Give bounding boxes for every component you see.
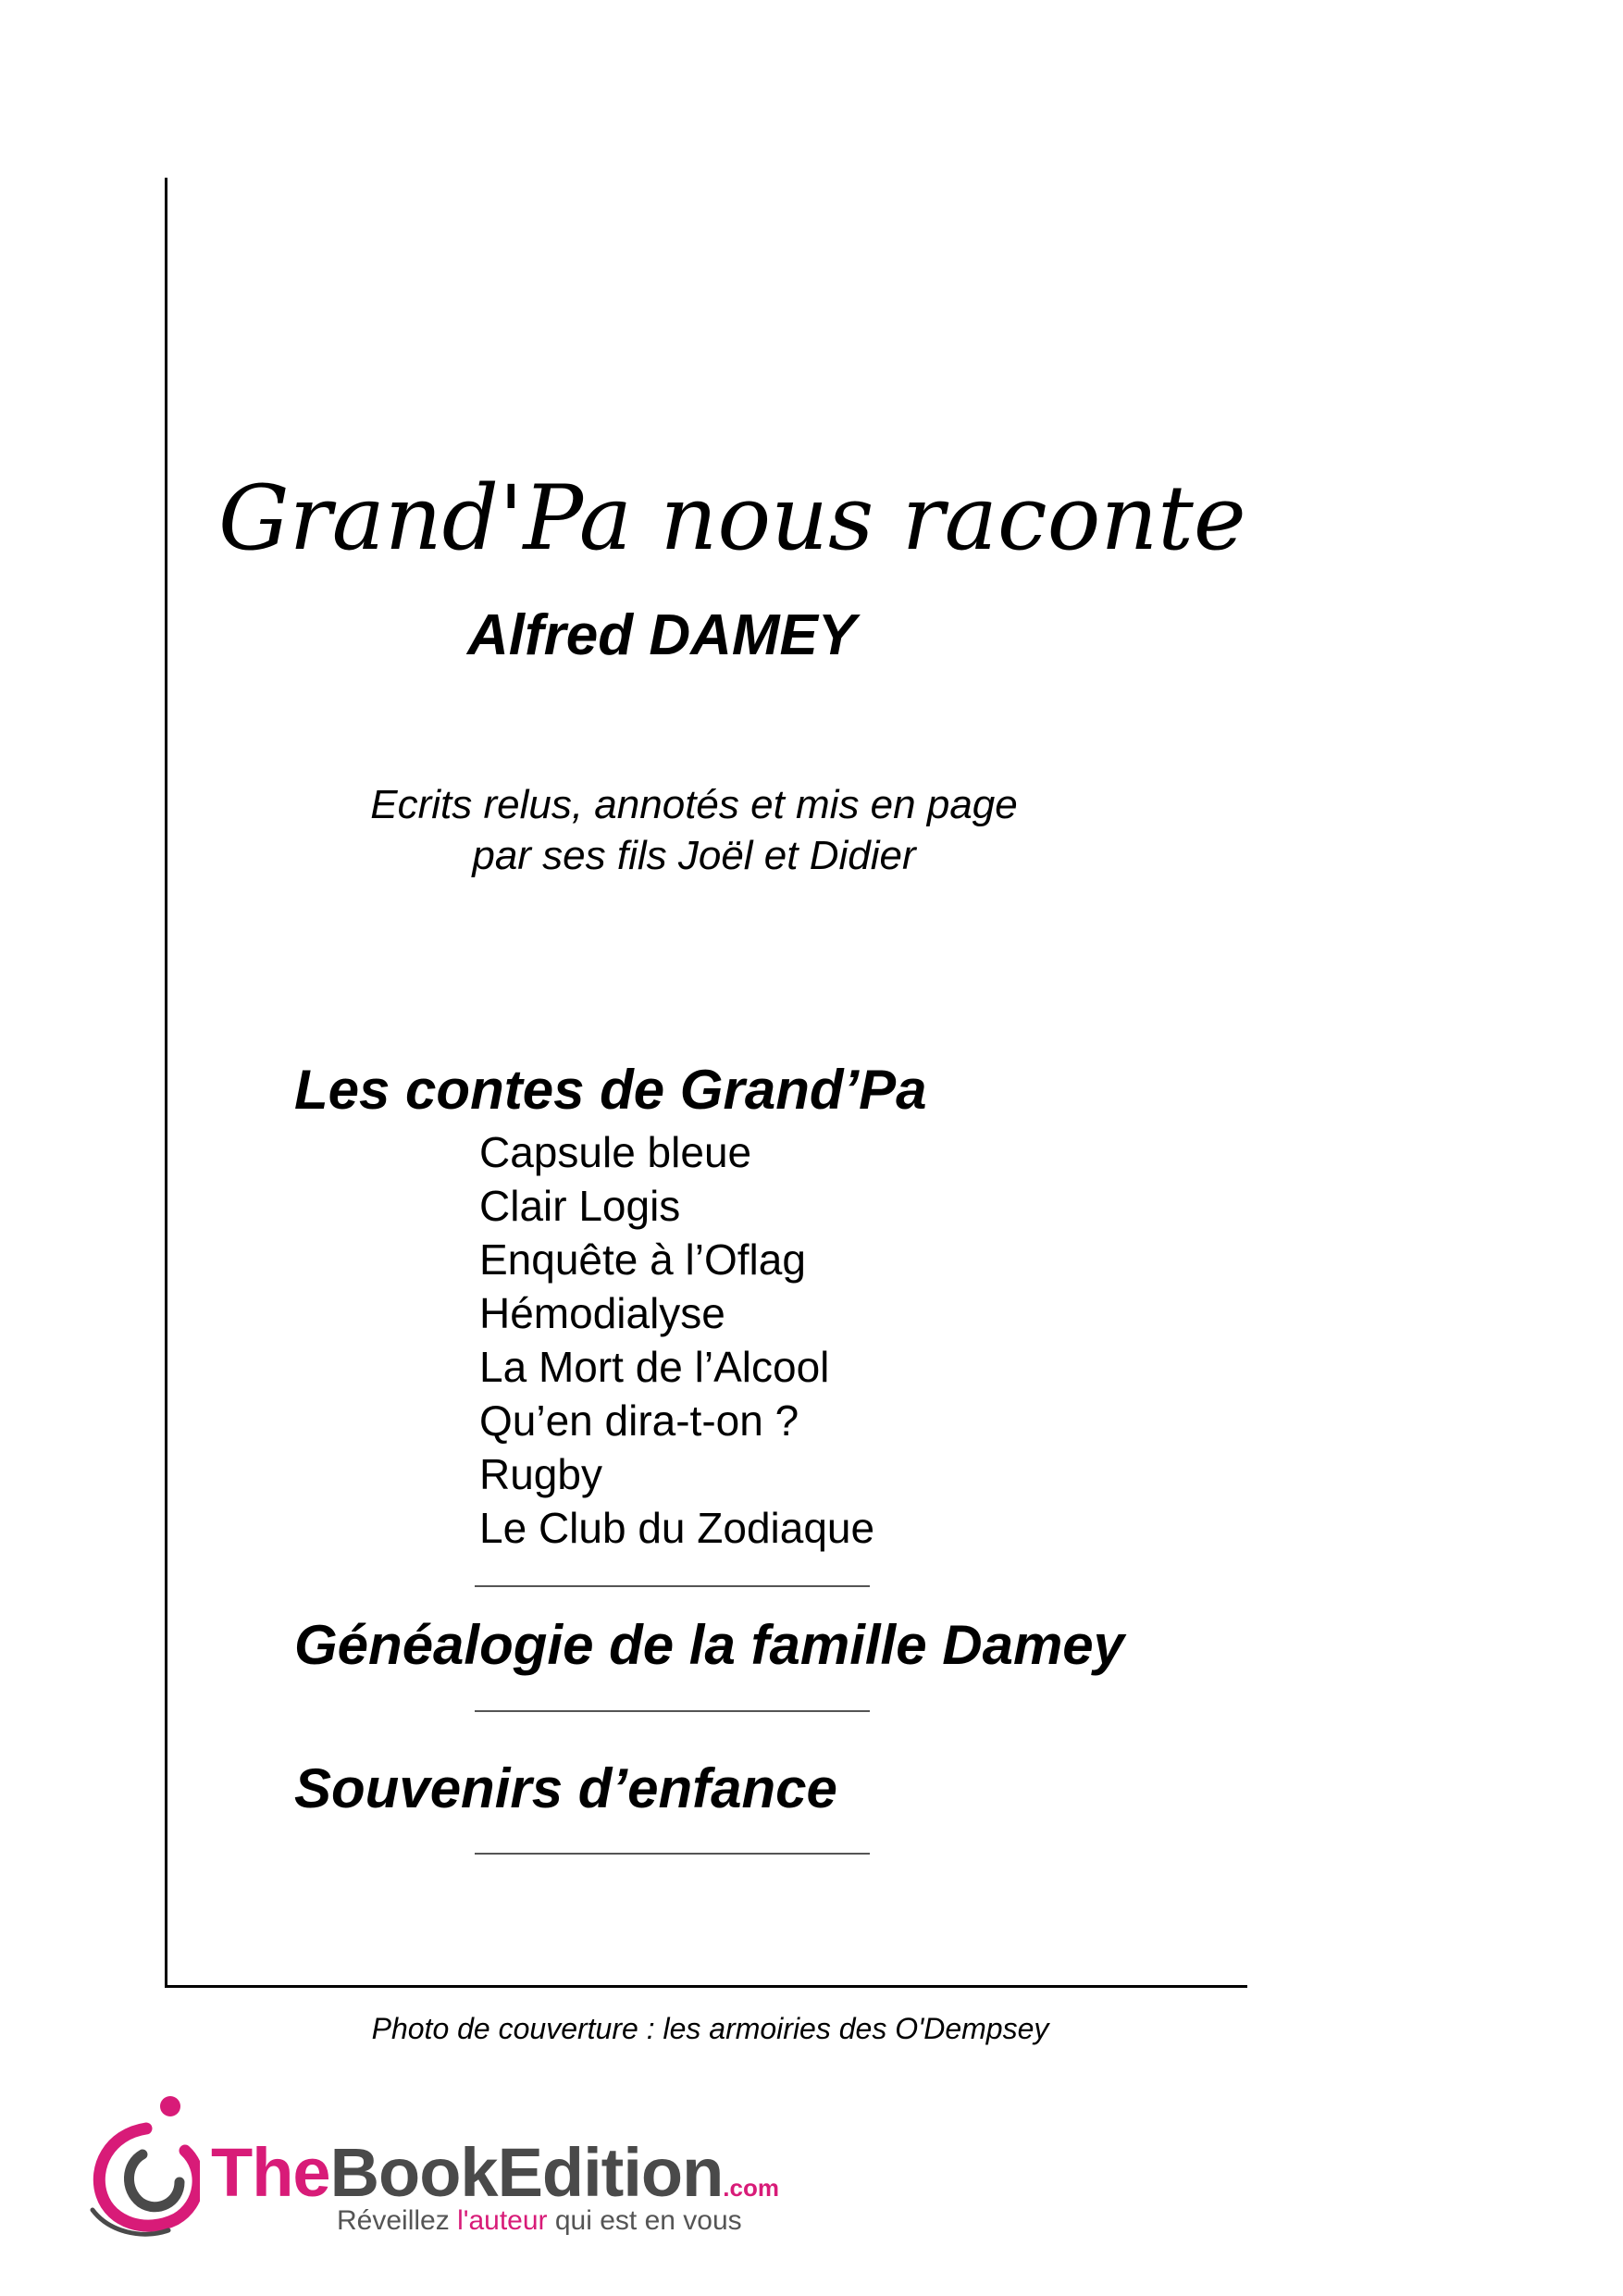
bottom-border-line <box>165 1985 1247 1988</box>
tagline-highlight: l'auteur <box>457 2205 548 2236</box>
section-divider <box>475 1710 870 1712</box>
publisher-logo-icon <box>89 2093 200 2241</box>
section-heading-souvenirs: Souvenirs d’enfance <box>294 1757 837 1819</box>
publisher-name-part: Book <box>329 2134 498 2211</box>
book-title: Grand'Pa nous raconte <box>218 466 1246 570</box>
publisher-tagline <box>337 2204 742 2238</box>
list-item: Le Club du Zodiaque <box>479 1504 875 1552</box>
tagline-part: Réveillez <box>337 2205 458 2236</box>
list-item: Clair Logis <box>479 1182 681 1230</box>
publisher-name-part: The <box>211 2134 330 2211</box>
credits-line: par ses fils Joël et Didier <box>472 833 916 878</box>
section-divider <box>475 1853 870 1855</box>
tagline-part: qui est en vous <box>547 2205 742 2236</box>
left-border-line <box>165 178 167 1987</box>
list-item: Hémodialyse <box>479 1289 725 1337</box>
list-item: Enquête à l’Oflag <box>479 1235 806 1284</box>
section-heading-genealogie: Généalogie de la famille Damey <box>294 1614 1125 1676</box>
list-item: La Mort de l’Alcool <box>479 1343 830 1391</box>
list-item: Qu’en dira-t-on ? <box>479 1396 799 1445</box>
publisher-domain: .com <box>723 2174 779 2202</box>
author-name: Alfred DAMEY <box>467 603 857 667</box>
credits <box>231 779 1157 881</box>
section-heading-contes: Les contes de Grand’Pa <box>294 1059 927 1121</box>
list-item: Capsule bleue <box>479 1128 752 1176</box>
section-divider <box>475 1585 870 1587</box>
credits-line: Ecrits relus, annotés et mis en page <box>370 782 1018 827</box>
publisher-name-part: Edition <box>497 2134 724 2211</box>
tales-list <box>479 1125 874 1555</box>
photo-credit: Photo de couverture : les armoiries des O'Dempsey <box>371 2012 1049 2045</box>
publisher-logo <box>89 2093 857 2241</box>
list-item: Rugby <box>479 1450 602 1498</box>
